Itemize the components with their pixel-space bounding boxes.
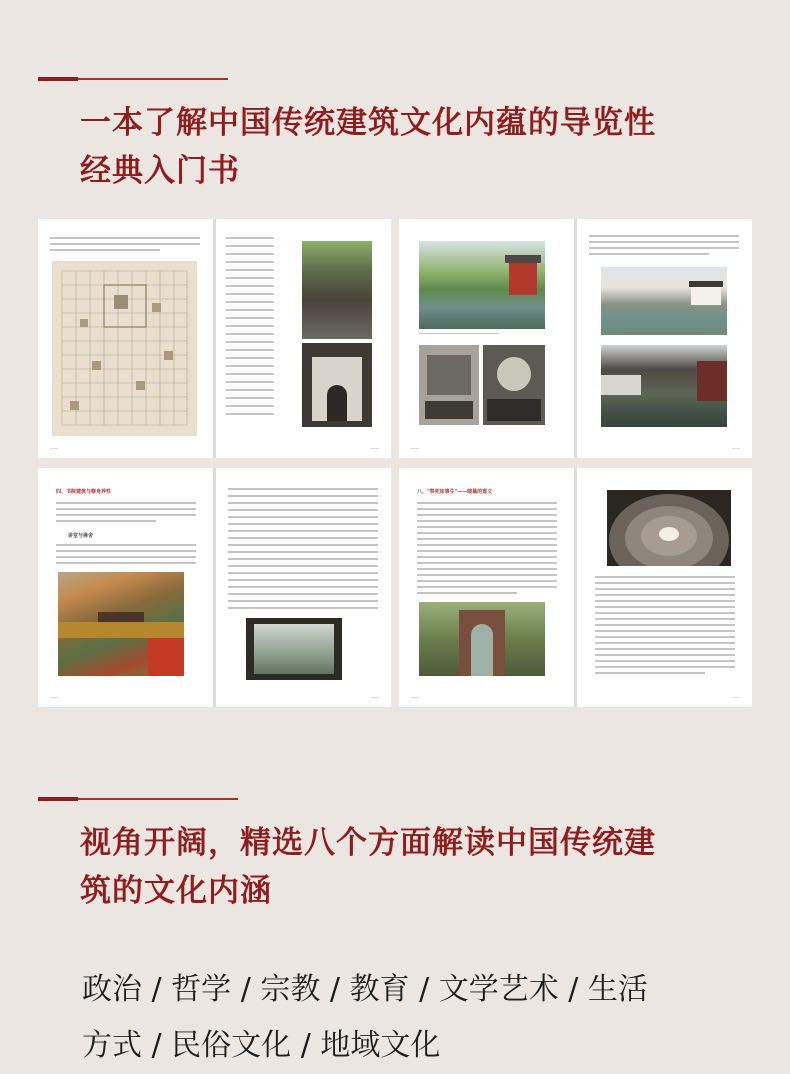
headline-1-line-1: 一本了解中国传统建筑文化内蕴的导览性 [80, 105, 656, 141]
topic-list-line-2: 方式 / 民俗文化 / 地域文化 [82, 1028, 441, 1063]
headline-2-line-2: 筑的文化内涵 [80, 873, 272, 909]
spread-bottom-right [399, 468, 752, 707]
page: —— [216, 219, 391, 458]
top-divider [38, 77, 228, 81]
lattice-window-photo [246, 618, 342, 680]
headline-1-line-2: 经典入门书 [80, 153, 240, 189]
headline-2-line-1: 视角开阔，精选八个方面解读中国传统建 [80, 825, 656, 861]
dome-photo [607, 490, 731, 566]
headline-1 [80, 99, 760, 195]
topic-list-line-1: 政治 / 哲学 / 宗教 / 教育 / 文学艺术 / 生活 [82, 972, 648, 1007]
page: —— [399, 219, 574, 458]
section-title: 八、"祭死如事生"——陵墓的意义 [417, 489, 493, 495]
middle-divider [38, 797, 238, 801]
spread-top-left [38, 219, 391, 458]
spread-top-right [399, 219, 752, 458]
spread-bottom-left [38, 468, 391, 707]
old-houses-photo [601, 345, 727, 427]
section-title: 四、书院建筑与修身养性 [56, 489, 112, 495]
page: —— [577, 468, 752, 707]
courtyard-photo [483, 345, 545, 425]
stone-arch-photo [419, 602, 545, 676]
headline-2 [80, 819, 760, 915]
gateway-photo [302, 343, 372, 427]
village-lake-photo [601, 267, 727, 335]
topic-list [82, 962, 760, 1074]
page: —— [38, 219, 213, 458]
page: 八、"祭死如事生"——陵墓的意义 —— [399, 468, 574, 707]
page: —— [577, 219, 752, 458]
well-photo [419, 345, 479, 425]
alley-photo [302, 241, 372, 339]
subsection-title: 讲堂与斋舍 [68, 533, 94, 539]
book-page-spreads [38, 219, 752, 707]
city-grid-plan-illustration [52, 261, 197, 436]
autumn-academy-photo [58, 572, 184, 676]
page: —— [216, 468, 391, 707]
garden-pond-photo [419, 241, 545, 329]
page: 四、书院建筑与修身养性 讲堂与斋舍 —— [38, 468, 213, 707]
